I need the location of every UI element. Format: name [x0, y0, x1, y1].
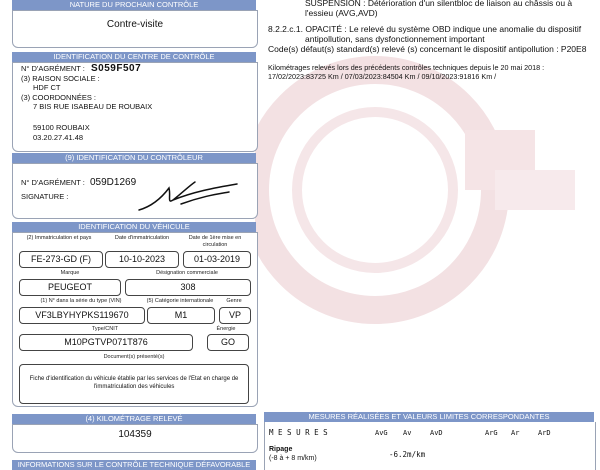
defaut-opacite-line1: 8.2.2.c.1. OPACITÉ : Le relevé du système OBD indique une anomalie du dispositif	[268, 24, 582, 34]
marque-value: PEUGEOT	[19, 279, 121, 296]
categorie-label: (5) Catégorie internationale	[146, 298, 214, 304]
defaut-top-line1: SUSPENSION : Détérioration d'un silentbloc de liaison au châssis ou à	[305, 0, 573, 8]
designation-label: Désignation commerciale	[156, 270, 218, 276]
raison-sociale-label: (3) RAISON SOCIALE :	[21, 74, 100, 83]
controleur-agrement-value: 059D1269	[90, 177, 137, 188]
kilometrage-value: 104359	[118, 429, 152, 440]
city: 59100 ROUBAIX	[33, 123, 90, 132]
controleur-header: (9) IDENTIFICATION DU CONTRÔLEUR	[12, 153, 256, 163]
kilometrage-box	[12, 424, 258, 453]
controleur-box	[12, 163, 258, 219]
ripage-label: Ripage	[269, 446, 293, 453]
date-immat-label: Date d'immatriculation	[114, 235, 170, 241]
centre-agrement-label: N° D'AGRÉMENT :	[21, 64, 85, 73]
col-arg: ArG	[485, 429, 498, 437]
km-history-values: 17/02/2023:83725 Km / 07/03/2023:84504 Km / 09/10/2023:91816 Km /	[268, 72, 497, 81]
signature-label: SIGNATURE :	[21, 192, 69, 201]
prochain-controle-value: Contre-visite	[106, 19, 164, 30]
address: 7 BIS RUE ISABEAU DE ROUBAIX	[33, 102, 153, 111]
defaut-opacite-line2: antipollution, sans dysfonctionnement important	[305, 34, 485, 44]
categorie-value: M1	[147, 307, 215, 324]
phone: 03.20.27.41.48	[33, 133, 84, 142]
vehicule-box	[12, 232, 258, 407]
prochain-controle-header: NATURE DU PROCHAIN CONTRÔLE	[12, 0, 256, 10]
documents-box	[19, 364, 249, 404]
mesures-header: MESURES RÉALISÉES ET VALEURS LIMITES CORRESPONDANTES	[264, 412, 594, 422]
defaut-top-line2: l'essieu (AVG,AVD)	[305, 8, 378, 18]
documents-value: Fiche d'identification du véhicule établie par les services de l'Etat en charge de l'immatriculation des véhicules	[29, 376, 239, 390]
energie-value: GO	[207, 334, 249, 351]
mesures-title: M E S U R E S	[269, 428, 328, 437]
genre-label: Genre	[226, 298, 242, 304]
vehicule-header: IDENTIFICATION DU VÉHICULE	[12, 222, 256, 232]
defaut-code-line: Code(s) défaut(s) standard(s) relevé (s) concernant le dispositif antipollution : P20E8	[268, 44, 587, 54]
type-label: Type/CNIT	[91, 326, 119, 332]
signature-image	[133, 178, 243, 214]
col-ar: Ar	[511, 429, 520, 437]
controleur-agrement-label: N° D'AGRÉMENT :	[21, 178, 85, 187]
immat-label: (2) Immatriculation et pays	[26, 235, 92, 241]
ripage-range: (-8 à + 8 m/km)	[269, 455, 317, 462]
date-immat-value: 10-10-2023	[105, 251, 179, 268]
date-first-value: 01-03-2019	[183, 251, 251, 268]
km-history-title: Kilométrages relevés lors des précédents contrôles techniques depuis le 20 mai 2018 :	[268, 63, 545, 72]
col-avg: AvG	[375, 429, 388, 437]
designation-value: 308	[125, 279, 251, 296]
col-ard: ArD	[538, 429, 551, 437]
mesures-box	[264, 422, 596, 470]
centre-agrement-value: S059F507	[91, 63, 142, 74]
kilometrage-header: (4) KILOMÉTRAGE RELEVÉ	[12, 414, 256, 424]
documents-label: Document(s) présenté(s)	[103, 354, 165, 360]
energie-label: Énergie	[216, 326, 236, 332]
centre-header: IDENTIFICATION DU CENTRE DE CONTRÔLE	[12, 52, 256, 62]
coordonnees-label: (3) COORDONNÉES :	[21, 93, 97, 102]
col-av: Av	[403, 429, 412, 437]
footer-header: INFORMATIONS SUR LE CONTRÔLE TECHNIQUE DÉFAVORABLE	[12, 460, 256, 470]
col-avd: AvD	[430, 429, 443, 437]
centre-box	[12, 62, 258, 152]
date-first-label: Date de 1ère mise en circulation	[188, 235, 242, 248]
raison-sociale-value: HDF CT	[33, 83, 61, 92]
vin-value: VF3LBYHYPKS119670	[19, 307, 145, 324]
genre-value: VP	[219, 307, 251, 324]
marque-label: Marque	[60, 270, 80, 276]
vin-label: (1) N° dans la série du type (VIN)	[40, 298, 122, 304]
ripage-value: -6.2m/km	[389, 450, 426, 459]
type-value: M10PGTVP071T876	[19, 334, 193, 351]
prochain-controle-box	[12, 10, 258, 48]
immat-value: FE-273-GD (F)	[19, 251, 103, 268]
